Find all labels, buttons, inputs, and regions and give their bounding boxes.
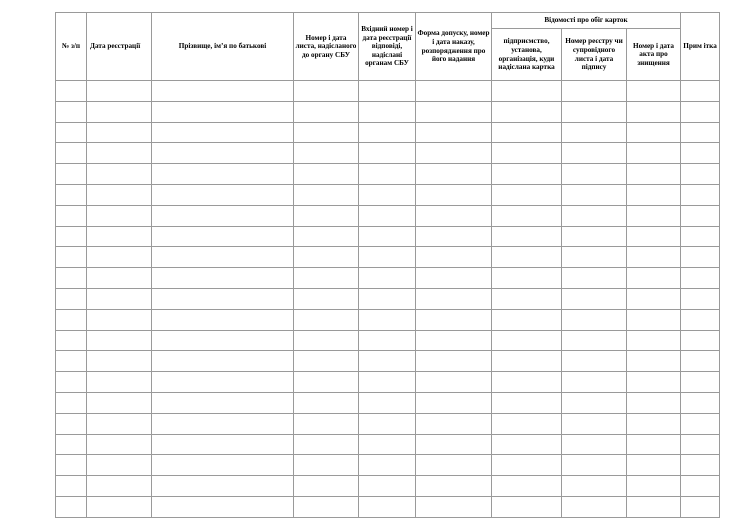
cell-num: [56, 330, 87, 351]
cell-destruction: [627, 434, 681, 455]
cell-note: [681, 309, 720, 330]
cell-destruction: [627, 476, 681, 497]
cell-registry: [562, 372, 627, 393]
table-header: [56, 13, 720, 81]
cell-num: [56, 476, 87, 497]
cell-full-name: [152, 372, 294, 393]
cell-enterprise: [492, 455, 562, 476]
cell-num: [56, 392, 87, 413]
cell-full-name: [152, 268, 294, 289]
cell-registry: [562, 351, 627, 372]
cell-num: [56, 268, 87, 289]
cell-incoming-from-sbu: [359, 455, 416, 476]
cell-note: [681, 268, 720, 289]
cell-incoming-from-sbu: [359, 372, 416, 393]
cell-access-form: [416, 81, 492, 102]
table-row: [56, 413, 720, 434]
cell-reg-date: [87, 372, 152, 393]
cell-destruction: [627, 164, 681, 185]
cell-destruction: [627, 226, 681, 247]
table-row: [56, 351, 720, 372]
table-row: [56, 392, 720, 413]
cell-destruction: [627, 455, 681, 476]
table-row: [56, 372, 720, 393]
cell-note: [681, 330, 720, 351]
cell-access-form: [416, 351, 492, 372]
header-num: № з/п: [56, 13, 87, 81]
cell-enterprise: [492, 205, 562, 226]
cell-num: [56, 247, 87, 268]
cell-full-name: [152, 351, 294, 372]
cell-note: [681, 434, 720, 455]
cell-access-form: [416, 122, 492, 143]
cell-destruction: [627, 143, 681, 164]
header-sub-registry: Номер реєстру чи супровідного листа і дата підпису: [562, 29, 627, 81]
cell-access-form: [416, 143, 492, 164]
cell-full-name: [152, 184, 294, 205]
cell-num: [56, 122, 87, 143]
cell-full-name: [152, 309, 294, 330]
cell-incoming-from-sbu: [359, 205, 416, 226]
cell-incoming-from-sbu: [359, 330, 416, 351]
cell-access-form: [416, 434, 492, 455]
cell-reg-date: [87, 392, 152, 413]
cell-incoming-from-sbu: [359, 143, 416, 164]
cell-incoming-from-sbu: [359, 164, 416, 185]
cell-note: [681, 413, 720, 434]
cell-incoming-from-sbu: [359, 413, 416, 434]
cell-full-name: [152, 413, 294, 434]
cell-enterprise: [492, 351, 562, 372]
cell-access-form: [416, 226, 492, 247]
cell-destruction: [627, 288, 681, 309]
cell-full-name: [152, 205, 294, 226]
cell-enterprise: [492, 496, 562, 517]
cell-access-form: [416, 205, 492, 226]
cell-reg-date: [87, 184, 152, 205]
cell-letter-to-sbu: [294, 122, 359, 143]
cell-enterprise: [492, 164, 562, 185]
cell-reg-date: [87, 122, 152, 143]
cell-incoming-from-sbu: [359, 247, 416, 268]
cell-full-name: [152, 143, 294, 164]
cell-letter-to-sbu: [294, 392, 359, 413]
header-sub-destruction: Номер і дата акта про знищення: [627, 29, 681, 81]
cell-incoming-from-sbu: [359, 476, 416, 497]
header-note: Прим ітка: [681, 13, 720, 81]
table-row: [56, 434, 720, 455]
cell-incoming-from-sbu: [359, 288, 416, 309]
cell-full-name: [152, 455, 294, 476]
cell-note: [681, 184, 720, 205]
cell-full-name: [152, 81, 294, 102]
cell-note: [681, 122, 720, 143]
table-row: [56, 455, 720, 476]
table-row: [56, 184, 720, 205]
table-row: [56, 101, 720, 122]
cell-full-name: [152, 330, 294, 351]
header-letter-to-sbu: Номер і дата листа, надісланого до органу СБУ: [294, 13, 359, 81]
cell-access-form: [416, 247, 492, 268]
cell-letter-to-sbu: [294, 81, 359, 102]
cell-registry: [562, 309, 627, 330]
cell-access-form: [416, 164, 492, 185]
cell-enterprise: [492, 476, 562, 497]
cell-full-name: [152, 288, 294, 309]
cell-reg-date: [87, 143, 152, 164]
cell-note: [681, 81, 720, 102]
cell-enterprise: [492, 101, 562, 122]
cell-access-form: [416, 455, 492, 476]
cell-enterprise: [492, 268, 562, 289]
cell-reg-date: [87, 496, 152, 517]
table-row: [56, 247, 720, 268]
cell-destruction: [627, 81, 681, 102]
cell-access-form: [416, 413, 492, 434]
cell-enterprise: [492, 122, 562, 143]
cell-full-name: [152, 226, 294, 247]
cell-letter-to-sbu: [294, 164, 359, 185]
cell-num: [56, 101, 87, 122]
table-row: [56, 164, 720, 185]
cell-registry: [562, 143, 627, 164]
cell-enterprise: [492, 81, 562, 102]
cell-full-name: [152, 101, 294, 122]
cell-registry: [562, 455, 627, 476]
cell-destruction: [627, 122, 681, 143]
cell-reg-date: [87, 101, 152, 122]
cell-access-form: [416, 288, 492, 309]
cell-num: [56, 143, 87, 164]
cell-registry: [562, 392, 627, 413]
cell-registry: [562, 330, 627, 351]
cell-enterprise: [492, 434, 562, 455]
cell-note: [681, 164, 720, 185]
cell-reg-date: [87, 309, 152, 330]
cell-num: [56, 413, 87, 434]
table-row: [56, 288, 720, 309]
cell-reg-date: [87, 81, 152, 102]
cell-enterprise: [492, 226, 562, 247]
cell-registry: [562, 434, 627, 455]
cell-reg-date: [87, 226, 152, 247]
cell-reg-date: [87, 476, 152, 497]
cell-access-form: [416, 496, 492, 517]
cell-reg-date: [87, 164, 152, 185]
cell-letter-to-sbu: [294, 309, 359, 330]
header-access-form: Форма допуску, номер і дата наказу, розпорядження про його надання: [416, 13, 492, 81]
cell-num: [56, 455, 87, 476]
header-card-circulation: Відомості про обіг карток: [492, 13, 681, 29]
cell-reg-date: [87, 434, 152, 455]
cell-letter-to-sbu: [294, 434, 359, 455]
cell-letter-to-sbu: [294, 496, 359, 517]
table-row: [56, 81, 720, 102]
cell-num: [56, 81, 87, 102]
table-row: [56, 226, 720, 247]
cell-note: [681, 496, 720, 517]
cell-destruction: [627, 330, 681, 351]
table-row: [56, 309, 720, 330]
cell-letter-to-sbu: [294, 351, 359, 372]
cell-num: [56, 288, 87, 309]
cell-enterprise: [492, 184, 562, 205]
cell-destruction: [627, 268, 681, 289]
table-row: [56, 122, 720, 143]
cell-letter-to-sbu: [294, 247, 359, 268]
cell-reg-date: [87, 268, 152, 289]
cell-registry: [562, 101, 627, 122]
cell-note: [681, 455, 720, 476]
cell-access-form: [416, 101, 492, 122]
cell-reg-date: [87, 247, 152, 268]
cell-letter-to-sbu: [294, 268, 359, 289]
header-reg-date: Дата реєстрації: [87, 13, 152, 81]
cell-note: [681, 372, 720, 393]
cell-full-name: [152, 392, 294, 413]
cell-letter-to-sbu: [294, 205, 359, 226]
cell-reg-date: [87, 455, 152, 476]
cell-num: [56, 184, 87, 205]
cell-incoming-from-sbu: [359, 351, 416, 372]
cell-destruction: [627, 413, 681, 434]
cell-access-form: [416, 372, 492, 393]
cell-note: [681, 205, 720, 226]
cell-num: [56, 496, 87, 517]
cell-letter-to-sbu: [294, 226, 359, 247]
cell-note: [681, 288, 720, 309]
cell-enterprise: [492, 392, 562, 413]
table-row: [56, 205, 720, 226]
cell-access-form: [416, 476, 492, 497]
cell-note: [681, 247, 720, 268]
header-incoming-from-sbu: Вхідний номер і дата реєстрації відповіді, надіслані органам СБУ: [359, 13, 416, 81]
cell-enterprise: [492, 143, 562, 164]
cell-registry: [562, 247, 627, 268]
cell-registry: [562, 122, 627, 143]
cell-registry: [562, 184, 627, 205]
cell-full-name: [152, 496, 294, 517]
cell-num: [56, 351, 87, 372]
cell-enterprise: [492, 247, 562, 268]
cell-letter-to-sbu: [294, 372, 359, 393]
cell-note: [681, 351, 720, 372]
cell-enterprise: [492, 330, 562, 351]
cell-destruction: [627, 205, 681, 226]
cell-full-name: [152, 122, 294, 143]
cell-reg-date: [87, 413, 152, 434]
cell-num: [56, 164, 87, 185]
cell-reg-date: [87, 351, 152, 372]
cell-destruction: [627, 101, 681, 122]
cell-num: [56, 372, 87, 393]
cell-reg-date: [87, 288, 152, 309]
cell-full-name: [152, 247, 294, 268]
table-row: [56, 143, 720, 164]
cell-enterprise: [492, 413, 562, 434]
header-full-name: Прізвище, ім’я по батькові: [152, 13, 294, 81]
cell-destruction: [627, 392, 681, 413]
cell-num: [56, 434, 87, 455]
cell-letter-to-sbu: [294, 476, 359, 497]
cell-full-name: [152, 476, 294, 497]
cell-num: [56, 226, 87, 247]
cell-destruction: [627, 184, 681, 205]
cell-registry: [562, 226, 627, 247]
cell-access-form: [416, 330, 492, 351]
cell-destruction: [627, 309, 681, 330]
cell-letter-to-sbu: [294, 143, 359, 164]
cell-registry: [562, 476, 627, 497]
cell-incoming-from-sbu: [359, 81, 416, 102]
cell-note: [681, 143, 720, 164]
cell-incoming-from-sbu: [359, 101, 416, 122]
cell-enterprise: [492, 372, 562, 393]
cell-incoming-from-sbu: [359, 122, 416, 143]
cell-access-form: [416, 309, 492, 330]
cell-full-name: [152, 164, 294, 185]
cell-enterprise: [492, 288, 562, 309]
table-row: [56, 268, 720, 289]
cell-destruction: [627, 351, 681, 372]
cell-letter-to-sbu: [294, 413, 359, 434]
cell-registry: [562, 164, 627, 185]
cell-registry: [562, 288, 627, 309]
header-sub-enterprise: підприємство, установа, організація, куди надіслана картка: [492, 29, 562, 81]
cell-num: [56, 205, 87, 226]
table-row: [56, 476, 720, 497]
cell-incoming-from-sbu: [359, 226, 416, 247]
cell-note: [681, 392, 720, 413]
cell-incoming-from-sbu: [359, 434, 416, 455]
cell-full-name: [152, 434, 294, 455]
cell-letter-to-sbu: [294, 288, 359, 309]
cell-reg-date: [87, 330, 152, 351]
cell-access-form: [416, 392, 492, 413]
table-row: [56, 330, 720, 351]
cell-incoming-from-sbu: [359, 184, 416, 205]
cell-registry: [562, 268, 627, 289]
registration-table: [55, 12, 720, 518]
cell-note: [681, 226, 720, 247]
cell-registry: [562, 413, 627, 434]
table-row: [56, 496, 720, 517]
cell-registry: [562, 81, 627, 102]
cell-letter-to-sbu: [294, 330, 359, 351]
cell-access-form: [416, 184, 492, 205]
cell-reg-date: [87, 205, 152, 226]
cell-note: [681, 476, 720, 497]
cell-enterprise: [492, 309, 562, 330]
cell-letter-to-sbu: [294, 101, 359, 122]
cell-letter-to-sbu: [294, 184, 359, 205]
cell-destruction: [627, 372, 681, 393]
cell-registry: [562, 205, 627, 226]
cell-letter-to-sbu: [294, 455, 359, 476]
cell-destruction: [627, 496, 681, 517]
cell-access-form: [416, 268, 492, 289]
cell-destruction: [627, 247, 681, 268]
cell-note: [681, 101, 720, 122]
cell-incoming-from-sbu: [359, 392, 416, 413]
cell-incoming-from-sbu: [359, 309, 416, 330]
cell-num: [56, 309, 87, 330]
cell-incoming-from-sbu: [359, 268, 416, 289]
cell-registry: [562, 496, 627, 517]
cell-incoming-from-sbu: [359, 496, 416, 517]
table-body: [56, 81, 720, 518]
